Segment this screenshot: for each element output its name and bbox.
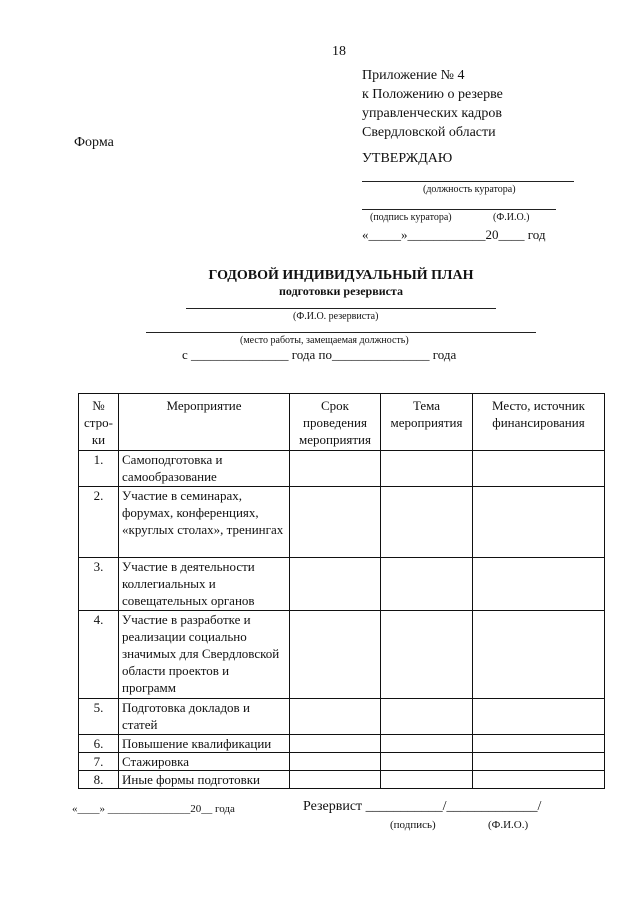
- row-term-cell[interactable]: [290, 699, 381, 735]
- row-event: Стажировка: [119, 753, 290, 771]
- row-number: 4.: [79, 611, 119, 699]
- plan-subtitle: подготовки резервиста: [279, 284, 403, 298]
- header-num: № стро-ки: [79, 394, 119, 451]
- row-number: 2.: [79, 487, 119, 558]
- row-place-cell[interactable]: [473, 451, 605, 487]
- footer-date-line: «____» _______________20__ года: [72, 803, 235, 815]
- curator-position-line: [362, 181, 574, 182]
- table-row: [79, 699, 605, 735]
- reservist-fio-caption: (Ф.И.О. резервиста): [293, 311, 379, 322]
- row-term-cell[interactable]: [290, 771, 381, 789]
- row-topic-cell[interactable]: [381, 735, 473, 753]
- appendix-block: [362, 66, 503, 142]
- row-event: Самоподготовка и самообразование: [119, 451, 290, 487]
- row-number: 1.: [79, 451, 119, 487]
- table-row: [79, 753, 605, 771]
- workplace-caption: (место работы, замещаемая должность): [240, 335, 409, 346]
- row-term-cell[interactable]: [290, 735, 381, 753]
- row-place-cell[interactable]: [473, 753, 605, 771]
- row-event: Участие в деятельности коллегиальных и совещательных органов: [119, 558, 290, 611]
- curator-fio-caption: (Ф.И.О.): [493, 212, 530, 223]
- table-header-row: [79, 394, 605, 451]
- header-place: Место, источник финансирования: [473, 394, 605, 451]
- appendix-line: управленческих кадров: [362, 106, 502, 121]
- row-term-cell[interactable]: [290, 451, 381, 487]
- plan-table: [78, 393, 605, 789]
- row-topic-cell[interactable]: [381, 451, 473, 487]
- plan-title: ГОДОВОЙ ИНДИВИДУАЛЬНЫЙ ПЛАН: [208, 268, 474, 283]
- appendix-line: к Положению о резерве: [362, 87, 503, 102]
- form-label: Форма: [74, 135, 114, 150]
- header-topic: Тема мероприятия: [381, 394, 473, 451]
- reservist-fio-line: [186, 308, 496, 309]
- row-event: Участие в разработке и реализации социально значимых для Свердловской области проектов и программ: [119, 611, 290, 699]
- header-event: Мероприятие: [119, 394, 290, 451]
- curator-position-caption: (должность куратора): [423, 184, 516, 195]
- row-term-cell[interactable]: [290, 558, 381, 611]
- row-topic-cell[interactable]: [381, 487, 473, 558]
- row-topic-cell[interactable]: [381, 611, 473, 699]
- header-term: Срок проведения мероприятия: [290, 394, 381, 451]
- table-row: [79, 611, 605, 699]
- row-topic-cell[interactable]: [381, 699, 473, 735]
- row-event: Подготовка докладов и статей: [119, 699, 290, 735]
- row-number: 3.: [79, 558, 119, 611]
- workplace-line: [146, 332, 536, 333]
- appendix-line: Приложение № 4: [362, 68, 465, 83]
- row-place-cell[interactable]: [473, 771, 605, 789]
- row-place-cell[interactable]: [473, 735, 605, 753]
- row-event: Участие в семинарах, форумах, конференциях, «круглых столах», тренингах: [119, 487, 290, 558]
- row-topic-cell[interactable]: [381, 771, 473, 789]
- footer-signature-caption: (подпись): [390, 819, 436, 831]
- row-place-cell[interactable]: [473, 611, 605, 699]
- row-term-cell[interactable]: [290, 487, 381, 558]
- row-term-cell[interactable]: [290, 753, 381, 771]
- table-row: [79, 451, 605, 487]
- row-number: 8.: [79, 771, 119, 789]
- row-number: 6.: [79, 735, 119, 753]
- table-row: [79, 558, 605, 611]
- row-place-cell[interactable]: [473, 699, 605, 735]
- approval-title: УТВЕРЖДАЮ: [362, 151, 453, 166]
- row-topic-cell[interactable]: [381, 558, 473, 611]
- row-topic-cell[interactable]: [381, 753, 473, 771]
- row-place-cell[interactable]: [473, 487, 605, 558]
- approval-date-line: «_____»____________20____ год: [362, 227, 546, 242]
- row-event: Иные формы подготовки: [119, 771, 290, 789]
- row-number: 5.: [79, 699, 119, 735]
- table-row: [79, 771, 605, 789]
- row-place-cell[interactable]: [473, 558, 605, 611]
- page-number: 18: [332, 44, 346, 59]
- footer-reservist-line: Резервист ___________/_____________/: [303, 799, 542, 814]
- period-line: с _______________ года по_______________ года: [182, 347, 457, 362]
- table-row: [79, 735, 605, 753]
- footer-fio-caption: (Ф.И.О.): [488, 819, 529, 831]
- row-event: Повышение квалификации: [119, 735, 290, 753]
- appendix-line: Свердловской области: [362, 125, 496, 140]
- curator-signature-line: [362, 209, 556, 210]
- row-term-cell[interactable]: [290, 611, 381, 699]
- row-number: 7.: [79, 753, 119, 771]
- table-row: [79, 487, 605, 558]
- curator-signature-caption: (подпись куратора): [370, 212, 452, 223]
